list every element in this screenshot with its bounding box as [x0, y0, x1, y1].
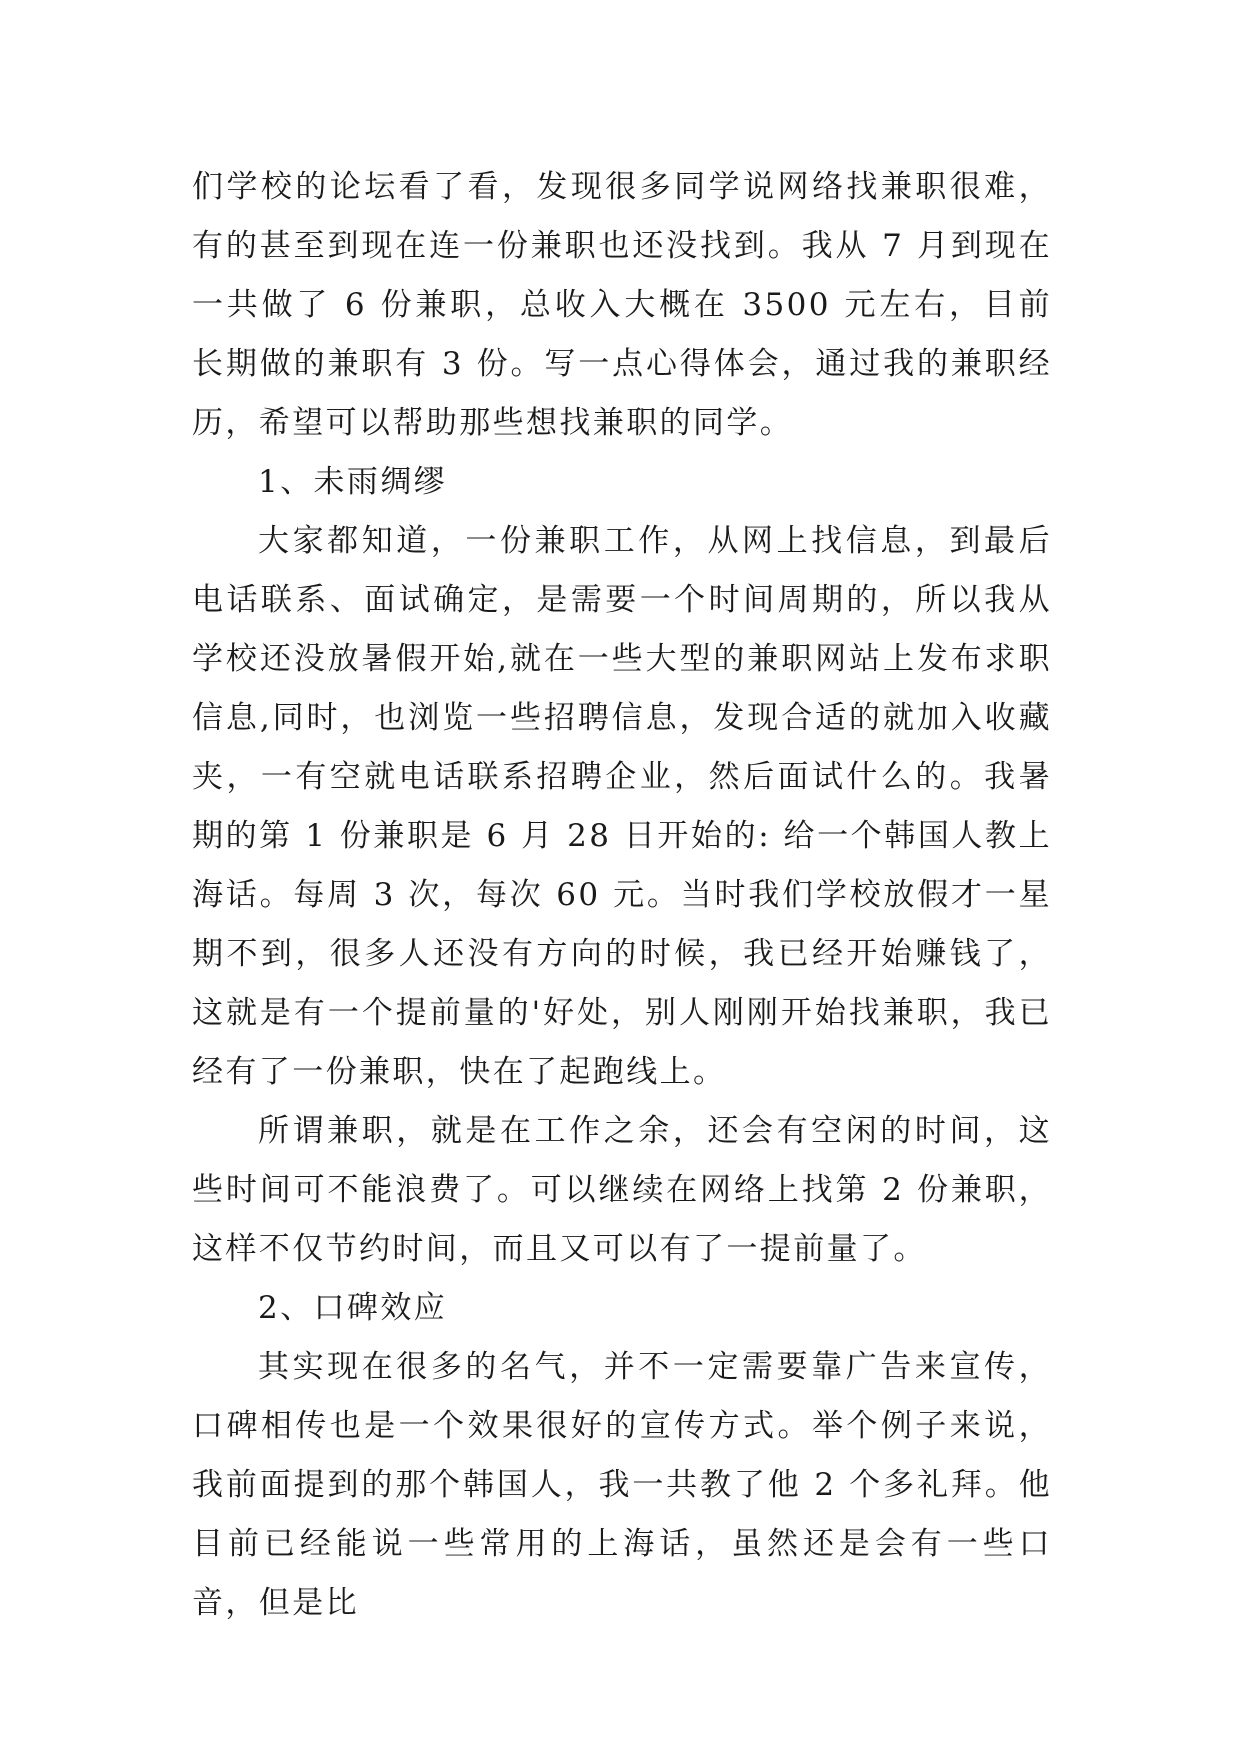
- section-heading-2: 2、口碑效应: [258, 1290, 448, 1326]
- paragraph-section-2-a: 其实现在很多的名气，并不一定需要靠广告来宣传，口碑相传也是一个效果很好的宣传方式。举个例子来说，我前面提到的那个韩国人，我一共教了他 2 个多礼拜。他目前已经能说一些常用的上海话，虽然还是会有一些口音，但是比: [192, 1349, 1052, 1621]
- paragraph-section-1-a: 大家都知道，一份兼职工作，从网上找信息，到最后电话联系、面试确定，是需要一个时间周期的，所以我从学校还没放暑假开始,就在一些大型的兼职网站上发布求职信息,同时，也浏览一些招聘信息，发现合适的就加入收藏夹，一有空就电话联系招聘企业，然后面试什么的。我暑期的第 1 份兼职是 6 月 28 日开始的: 给一个韩国人教上海话。每周 3 次，每次 60 元。当时我们学校放假才一星期不到，很多人还没有方向的时候，我已经开始赚钱了，这就是有一个提前量的'好处，别人刚刚开始找兼职，我已经有了一份兼职，快在了起跑线上。: [192, 523, 1052, 1090]
- paragraph-section-1-b: 所谓兼职，就是在工作之余，还会有空闲的时间，这些时间可不能浪费了。可以继续在网络上找第 2 份兼职，这样不仅节约时间，而且又可以有了一提前量了。: [192, 1113, 1052, 1267]
- section-heading-1: 1、未雨绸缪: [258, 464, 448, 500]
- document-body: [192, 158, 1052, 1633]
- paragraph-intro: 们学校的论坛看了看，发现很多同学说网络找兼职很难，有的甚至到现在连一份兼职也还没找到。我从 7 月到现在一共做了 6 份兼职，总收入大概在 3500 元左右，目前长期做的兼职有 3 份。写一点心得体会，通过我的兼职经历，希望可以帮助那些想找兼职的同学。: [192, 169, 1052, 441]
